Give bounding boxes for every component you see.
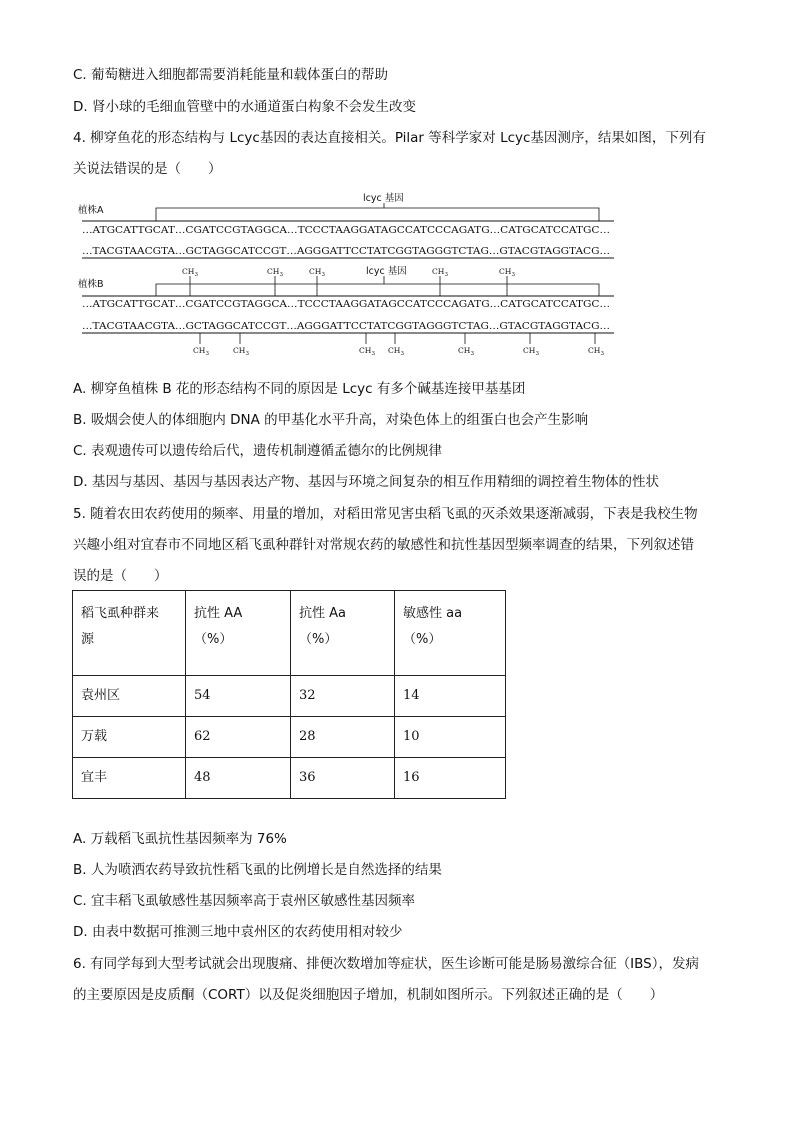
table-cell: 36 <box>291 758 395 799</box>
table-row <box>73 717 506 758</box>
genotype-frequency-table <box>72 590 506 799</box>
table-row <box>73 758 506 799</box>
methyl-label: $CH_3$ <box>388 346 404 357</box>
gene-label-a: lcyc 基因 <box>363 193 404 204</box>
table-cell: 54 <box>186 676 291 717</box>
methyl-label: $CH_3$ <box>233 346 249 357</box>
question-4-stem-line2: 关说法错误的是（ ） <box>73 161 222 177</box>
question-5-option-a: A. 万载稻飞虱抗性基因频率为 76% <box>73 831 287 847</box>
gene-label-b: lcyc 基因 <box>366 266 407 277</box>
table-cell: 62 <box>186 717 291 758</box>
plant-a-top-strand: …ATGCATTGCAT…CGATCCGTAGGCA…TCCCTAAGGATAGCCATCCCAGATG…CATGCATCCATGC… <box>82 225 610 236</box>
question-5-option-c: C. 宜丰稻飞虱敏感性基因频率高于袁州区敏感性基因频率 <box>73 893 416 909</box>
dna-figure-svg <box>78 190 618 360</box>
methyl-label: $CH_3$ <box>193 346 209 357</box>
methyl-label: $CH_3$ <box>523 346 539 357</box>
methyl-label: $CH_3$ <box>182 267 198 278</box>
table-cell: 48 <box>186 758 291 799</box>
question-5-option-d: D. 由表中数据可推测三地中袁州区的农药使用相对较少 <box>73 924 403 940</box>
question-4-option-a: A. 柳穿鱼植株 B 花的形态结构不同的原因是 Lcyc 有多个碱基连接甲基基团 <box>73 381 526 397</box>
gene-bracket-b <box>156 284 599 296</box>
table-cell: 32 <box>291 676 395 717</box>
table-row <box>73 676 506 717</box>
question-5-stem-line1: 5. 随着农田农药使用的频率、用量的增加，对稻田常见害虫稻飞虱的灭杀效果逐渐减弱，下表是我校生物 <box>73 506 698 522</box>
methyl-label: $CH_3$ <box>267 267 283 278</box>
table-cell: 28 <box>291 717 395 758</box>
methyl-label: $CH_3$ <box>499 267 515 278</box>
methyl-label: $CH_3$ <box>309 267 325 278</box>
methyl-label: $CH_3$ <box>359 346 375 357</box>
plant-a-label: 植株A <box>78 205 104 216</box>
plant-b-top-strand: …ATGCATTGCAT…CGATCCGTAGGCA…TCCCTAAGGATAGCCATCCCAGATG…CATGCATCCATGC… <box>82 299 610 310</box>
table-header-cell: 稻飞虱种群来 源 <box>73 591 186 676</box>
table-header-cell: 敏感性 aa （%） <box>395 591 506 676</box>
question-5-stem-line3: 误的是（ ） <box>73 568 168 584</box>
methyl-label: $CH_3$ <box>458 346 474 357</box>
plant-a-bottom-strand: …TACGTAACGTA…GCTAGGCATCCGT…AGGGATTCCTATCGGTAGGGTCTAG…GTACGTAGGTACG… <box>82 246 610 257</box>
plant-b-label: 植株B <box>78 279 104 290</box>
methyl-label: $CH_3$ <box>432 267 448 278</box>
dna-methylation-figure <box>78 190 618 360</box>
question-5-option-b: B. 人为喷洒农药导致抗性稻飞虱的比例增长是自然选择的结果 <box>73 862 442 878</box>
table-cell: 宜丰 <box>73 758 186 799</box>
table-header-cell: 抗性 AA （%） <box>186 591 291 676</box>
methyl-groups-top <box>182 267 515 296</box>
gene-bracket-a <box>156 208 599 221</box>
methyl-label: $CH_3$ <box>588 346 604 357</box>
option-c-previous: C. 葡萄糖进入细胞都需要消耗能量和载体蛋白的帮助 <box>73 67 389 83</box>
question-4-option-c: C. 表观遗传可以遗传给后代，遗传机制遵循孟德尔的比例规律 <box>73 443 443 459</box>
option-d-previous: D. 肾小球的毛细血管壁中的水通道蛋白构象不会发生改变 <box>73 99 416 115</box>
table-cell: 16 <box>395 758 506 799</box>
question-5-stem-line2: 兴趣小组对宜春市不同地区稻飞虱种群针对常规农药的敏感性和抗性基因型频率调查的结果，下列叙述错 <box>73 537 694 553</box>
methyl-groups-bottom <box>193 333 604 357</box>
question-4-option-b: B. 吸烟会使人的体细胞内 DNA 的甲基化水平升高，对染色体上的组蛋白也会产生影响 <box>73 412 589 428</box>
question-4-option-d: D. 基因与基因、基因与基因表达产物、基因与环境之间复杂的相互作用精细的调控着生物体的性状 <box>73 474 659 490</box>
question-6-stem-line2: 的主要原因是皮质酮（CORT）以及促炎细胞因子增加，机制如图所示。下列叙述正确的是（ ） <box>73 987 664 1003</box>
table-cell: 14 <box>395 676 506 717</box>
table-header-cell: 抗性 Aa （%） <box>291 591 395 676</box>
table-cell: 万载 <box>73 717 186 758</box>
plant-b-bottom-strand: …TACGTAACGTA…GCTAGGCATCCGT…AGGGATTCCTATCGGTAGGGTCTAG…GTACGTAGGTACG… <box>82 321 610 332</box>
table-cell: 10 <box>395 717 506 758</box>
question-6-stem-line1: 6. 有同学每到大型考试就会出现腹痛、排便次数增加等症状，医生诊断可能是肠易激综合征（IBS），发病 <box>73 956 699 972</box>
table-header-row <box>73 591 506 676</box>
question-4-stem-line1: 4. 柳穿鱼花的形态结构与 Lcyc基因的表达直接相关。Pilar 等科学家对 Lcyc基因测序，结果如图，下列有 <box>73 130 706 146</box>
table-cell: 袁州区 <box>73 676 186 717</box>
